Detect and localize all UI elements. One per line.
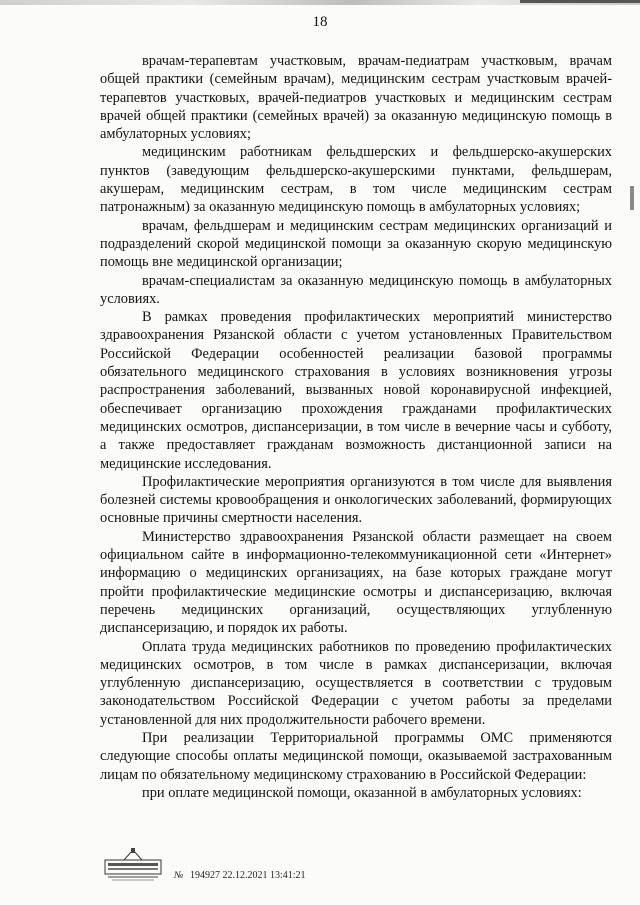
doc-number: 194927 [189, 870, 220, 881]
paragraph: При реализации Территориальной программы ОМС применяются следующие способы оплаты медицинской помощи, оказываемой застрахованным лицам по обязательному медицинскому страхованию в Российской Федерации: [100, 729, 612, 783]
page-number: 18 [312, 14, 328, 30]
paragraph: при оплате медицинской помощи, оказанной в амбулаторных условиях: [142, 784, 582, 801]
doc-datetime: 22.12.2021 13:41:21 [222, 870, 306, 881]
scan-mark [630, 186, 634, 210]
paragraph: Оплата труда медицинских работников по проведению профилактических медицинских осмотров, в том числе в рамках диспансеризации, включая углубленную диспансеризацию, осуществляется в соответствии с трудовым законодательством Российской Федерации с учетом работы за пределами установленной для них продолжительности рабочего времени. [100, 638, 612, 728]
registry-stamp-icon [104, 846, 162, 882]
scan-edge-dark [520, 0, 640, 3]
document-footer [104, 846, 464, 886]
paragraph: Министерство здравоохранения Рязанской области размещает на своем официальном сайте в информационно-телекоммуникационной сети «Интернет» информацию о медицинских организациях, на базе которых граждане могут пройти профилактические медицинские осмотры и диспансеризацию, включая перечень медицинских организаций, осуществляющих углубленную диспансеризацию, и порядок их работы. [100, 528, 612, 637]
paragraph: врачам, фельдшерам и медицинским сестрам медицинских организаций и подразделений скорой медицинской помощи за оказанную скорую медицинскую помощь вне медицинской организации; [100, 217, 612, 271]
paragraph: В рамках проведения профилактических мероприятий министерство здравоохранения Рязанской области с учетом установленных Правительством Российской Федерации особенностей реализации базовой программы обязательного медицинского страхования в условиях возникновения угрозы распространения заболеваний, вызванных новой коронавирусной инфекцией, обеспечивает организацию прохождения гражданами профилактических медицинских осмотров, диспансеризации, в том числе в вечерние часы и субботу, а также предоставляет гражданам возможность дистанционной записи на медицинские исследования. [100, 309, 612, 472]
body-text [100, 52, 612, 802]
paragraph: врачам-специалистам за оказанную медицинскую помощь в амбулаторных условиях. [100, 272, 612, 307]
paragraph: Профилактические мероприятия организуются в том числе для выявления болезней системы кровообращения и онкологических заболеваний, формирующих основные причины смертности населения. [100, 473, 612, 527]
document-id [174, 870, 306, 881]
paragraph: медицинским работникам фельдшерских и фельдшерско-акушерских пунктов (заведующим фельдшерско-акушерскими пунктами, фельдшерам, акушерам, медицинским сестрам, в том числе медицинским сестрам патронажным) за оказанную медицинскую помощь в амбулаторных условиях; [100, 144, 612, 216]
paragraph: врачам-терапевтам участковым, врачам-педиатрам участковым, врачам общей практики (семейным врачам), медицинским сестрам участковым врачей-терапевтов участковых, врачей-педиатров участковых и медицинским сестрам врачей общей практики (семейных врачей) за оказанную медицинскую помощь в амбулаторных условиях; [100, 53, 612, 143]
number-sign: № [174, 870, 184, 881]
